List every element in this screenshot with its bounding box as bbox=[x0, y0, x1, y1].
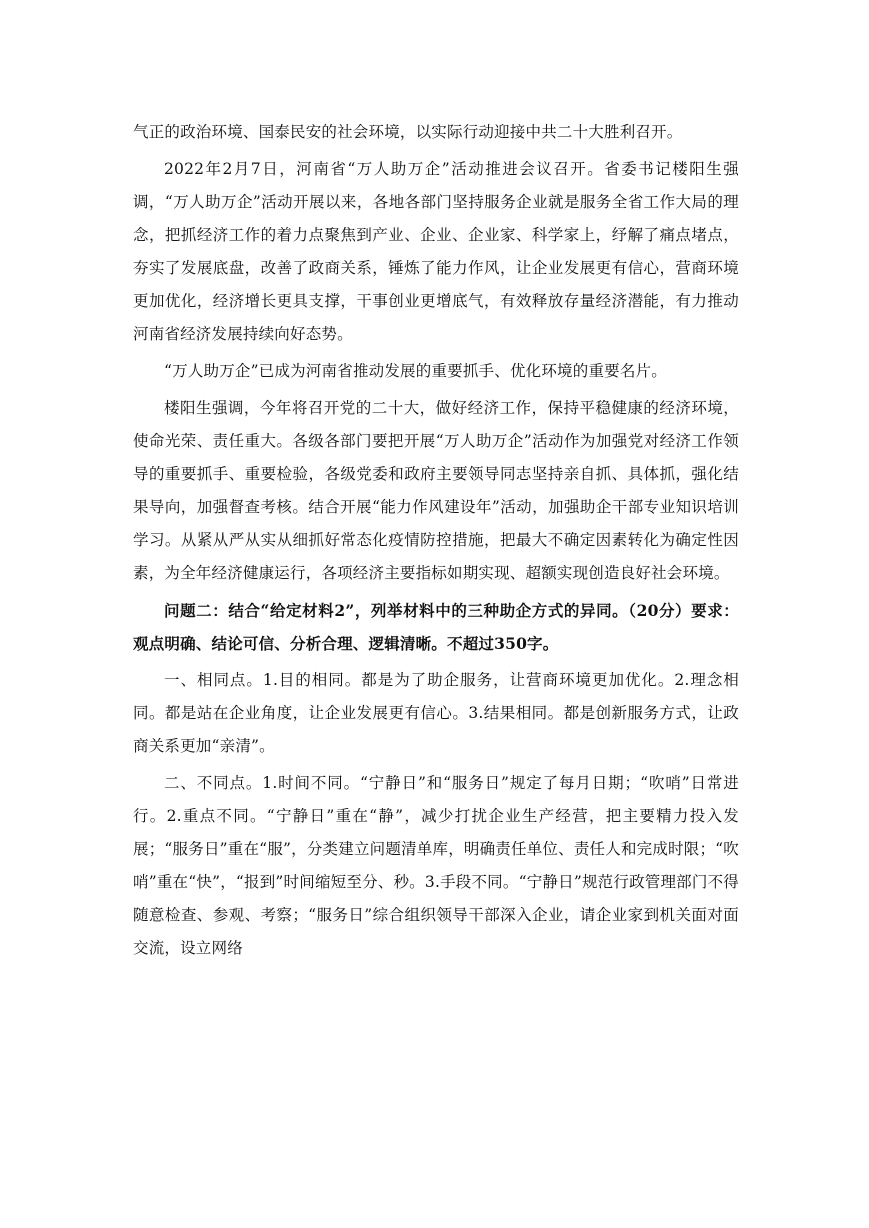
paragraph-secretary-remarks: 楼阳生强调，今年将召开党的二十大，做好经济工作，保持平稳健康的经济环境，使命光荣、责任重大。各级各部门要把开展“万人助万企”活动作为加强党对经济工作领导的重要抓手、重要检验，各级党委和政府主要领导同志坚持亲自抓、具体抓，强化结果导向，加强督查考核。结合开展“能力作风建设年”活动，加强助企干部专业知识培训学习。从紧从严从实从细抓好常态化疫情防控措施，把最大不确定因素转化为确定性因素，为全年经济健康运行，各项经济主要指标如期实现、超额实现创造良好社会环境。 bbox=[133, 399, 739, 582]
document-body bbox=[133, 116, 739, 965]
paragraph-meeting-report: 2022年2月7日，河南省“万人助万企”活动推进会议召开。省委书记楼阳生强调，“万人助万企”活动开展以来，各地各部门坚持服务企业就是服务全省工作大局的理念，把抓经济工作的着力点聚焦到产业、企业、企业家、科学家上，纾解了痛点堵点，夯实了发展底盘，改善了政商关系，锤炼了能力作风，让企业发展更有信心，营商环境更加优化，经济增长更具支撑，干事创业更增底气，有效释放存量经济潜能，有力推动河南省经济发展持续向好态势。 bbox=[133, 160, 739, 343]
paragraph-continuation: 气正的政治环境、国泰民安的社会环境，以实际行动迎接中共二十大胜利召开。 bbox=[133, 123, 683, 141]
paragraph-initiative-summary: “万人助万企”已成为河南省推动发展的重要抓手、优化环境的重要名片。 bbox=[164, 362, 667, 380]
question-two-heading: 问题二：结合“给定材料2”，列举材料中的三种助企方式的异同。（20分）要求：观点明确、结论可信、分析合理、逻辑清晰。不超过350字。 bbox=[133, 601, 739, 653]
answer-similarities: 一、相同点。1.目的相同。都是为了助企服务，让营商环境更加优化。2.理念相同。都是站在企业角度，让企业发展更有信心。3.结果相同。都是创新服务方式，让政商关系更加“亲清”。 bbox=[133, 671, 739, 755]
answer-differences: 二、不同点。1.时间不同。“宁静日”和“服务日”规定了每月日期；“吹哨”日常进行。2.重点不同。“宁静日”重在“静”，减少打扰企业生产经营，把主要精力投入发展；“服务日”重在“服”，分类建立问题清单库，明确责任单位、责任人和完成时限；“吹哨”重在“快”，“报到”时间缩短至分、秒。3.手段不同。“宁静日”规范行政管理部门不得随意检查、参观、考察；“服务日”综合组织领导干部深入企业，请企业家到机关面对面交流，设立网络 bbox=[133, 774, 739, 957]
